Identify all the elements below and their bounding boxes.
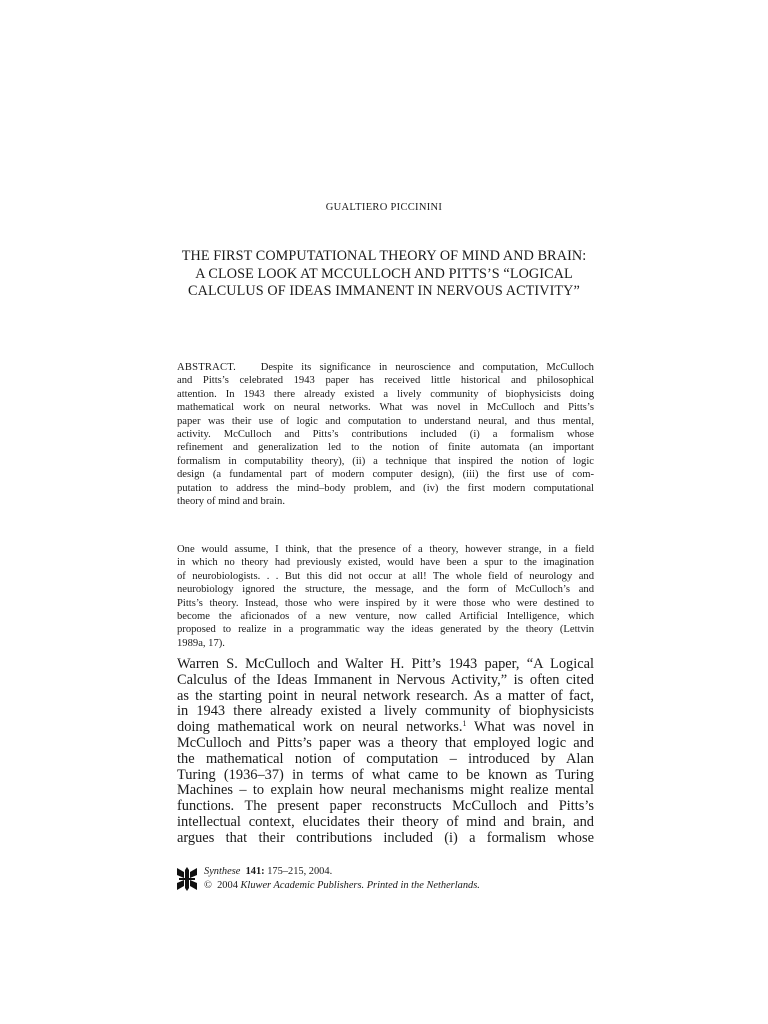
citation-line (204, 865, 480, 879)
quote-line: neurobiology ignored the structure, the message, and the form of McCulloch’s and (177, 584, 594, 596)
quote-line: Pitts’s theory. Instead, those who were inspired by it were those who were destined to (177, 597, 594, 609)
title-line: THE FIRST COMPUTATIONAL THEORY OF MIND AND BRAIN: (181, 248, 587, 264)
author-name: GUALTIERO PICCININI (325, 202, 443, 213)
quote-line: proposed to realize in a programmatic way the ideas generated by the theory (Lettvin (177, 624, 594, 636)
body-line-text: What was novel in (473, 719, 594, 736)
body-line: McCulloch and Pitts’s paper was a theory that employed logic and (177, 734, 594, 751)
title-line: A CLOSE LOOK AT MCCULLOCH AND PITTS’S “LOGICAL (195, 265, 573, 282)
abstract-line: putation to address the mind–body problem, and (iv) the first modern computational (177, 482, 594, 494)
body-line: Turing (1936–37) in terms of what came to be known as Turing (177, 766, 594, 783)
body-line: as the starting point in neural network research. As a matter of fact, (177, 687, 594, 704)
journal-pages: 175–215, 2004. (267, 866, 333, 877)
body-line (177, 720, 594, 736)
epigraph-quote (177, 543, 594, 650)
body-line: the mathematical notion of computation – introduced by Alan (177, 750, 594, 767)
quote-line: in which no theory had previously existed, would have been a spur to the imagination (177, 557, 594, 569)
abstract-line: formalism in computability theory), (ii) a technique that inspired the notion of logic (177, 455, 594, 467)
body-line: Warren S. McCulloch and Walter H. Pitt’s 1943 paper, “A Logical (177, 656, 594, 672)
abstract-line: theory of mind and brain. (177, 496, 285, 508)
body-line: Calculus of the Ideas Immanent in Nervous Activity,” is often cited (177, 671, 594, 688)
abstract-line: design (a fundamental part of modern computer design), (iii) the first use of com- (177, 469, 594, 481)
abstract-line-text: Despite its significance in neuroscience and computation, McCulloch (260, 362, 594, 373)
body-line-text: doing mathematical work on neural networks. (177, 719, 463, 736)
body-line: Machines – to explain how neural mechanisms might realize mental (177, 782, 594, 799)
quote-line: One would assume, I think, that the presence of a theory, however strange, in a field (177, 544, 594, 555)
abstract-label: ABSTRACT. (177, 362, 236, 373)
title-line: CALCULUS OF IDEAS IMMANENT IN NERVOUS ACTIVITY” (188, 283, 580, 299)
body-line: in 1943 there already existed a lively community of biophysicists (177, 703, 594, 720)
quote-line: of neurobiologists. . . But this did not occur at all! The whole field of neurology and (177, 570, 594, 582)
journal-name: Synthese (204, 866, 241, 877)
copyright-symbol: © (204, 879, 212, 891)
body-line: argues that their contributions included (i) a formalism whose (177, 829, 594, 846)
publication-footer (176, 865, 596, 897)
kluwer-logo-icon (176, 866, 198, 892)
footnote-ref[interactable]: 1 (462, 719, 467, 729)
paper-title (150, 248, 618, 301)
body-paragraph (177, 657, 594, 847)
abstract-line: attention. In 1943 there already existed a lively community of biophysicists doing (177, 388, 594, 400)
publisher-text: Kluwer Academic Publishers. Printed in the Netherlands. (240, 879, 480, 891)
abstract-line: refinement and generalization led to the notion of finite automata (an important (177, 442, 594, 454)
body-line: functions. The present paper reconstructs McCulloch and Pitts’s (177, 798, 594, 815)
abstract-line: paper was their use of logic and computation to understand neural, and thus mental, (177, 415, 594, 427)
abstract-line (177, 361, 594, 374)
copyright-year: 2004 (217, 879, 238, 891)
abstract (177, 361, 594, 508)
quote-line: become the aficionados of a new venture, now called Artificial Intelligence, which (177, 611, 594, 623)
abstract-line: mathematical work on neural networks. What was novel in McCulloch and Pitts’s (177, 402, 594, 414)
body-line: intellectual context, elucidates their theory of mind and brain, and (177, 813, 594, 830)
abstract-line: activity. McCulloch and Pitts’s contributions included (i) a formalism whose (177, 429, 594, 441)
quote-line: 1989a, 17). (177, 637, 225, 649)
footer-text (204, 865, 480, 892)
journal-volume: 141: (245, 866, 265, 877)
copyright-line (204, 879, 480, 893)
abstract-line: and Pitts’s celebrated 1943 paper has received little historical and philosophical (177, 375, 594, 387)
